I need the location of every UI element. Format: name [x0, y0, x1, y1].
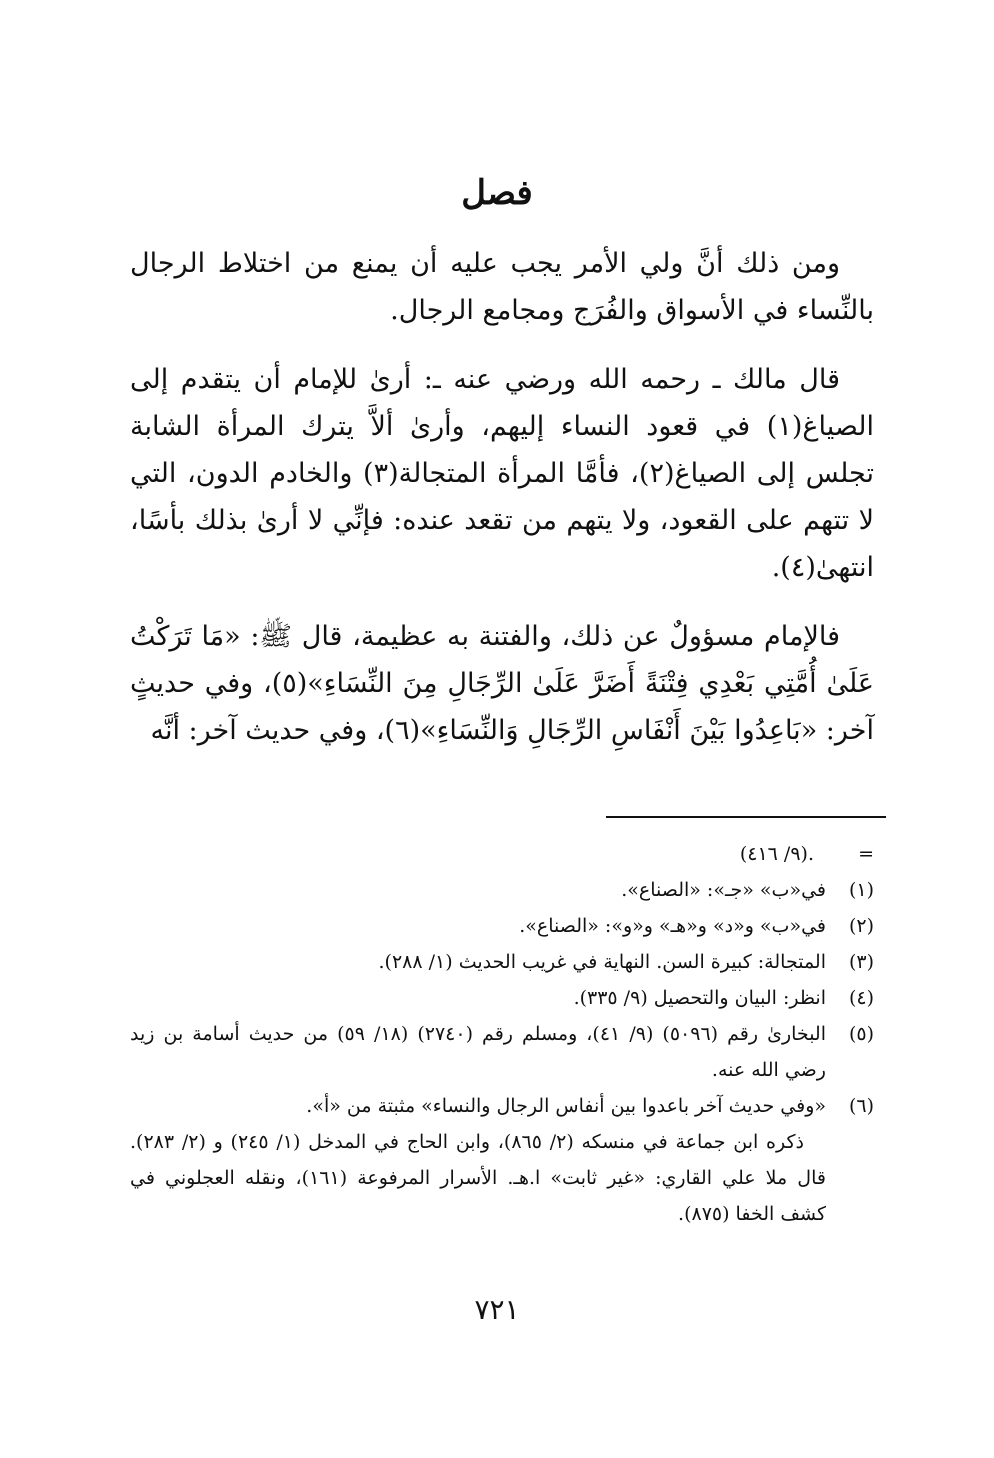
footnote-4 [130, 980, 874, 1016]
footnote-text: في«ب» و«د» و«هـ» و«و»: «الصناع». [519, 915, 826, 937]
footnote-continuation [130, 836, 874, 872]
footnote-text: انظر: البيان والتحصيل (٩/ ٣٣٥). [573, 987, 826, 1009]
footnote-number: (٢) [848, 915, 874, 937]
paragraph-2: قال مالك ـ رحمه الله ورضي عنه ـ: أرىٰ للإمام أن يتقدم إلى الصياغ(١) في قعود النساء إليهم، وأرىٰ ألاَّ يترك المرأة الشابة تجلس إلى الصياغ(٢)، فأمَّا المرأة المتجالة(٣) والخادم الدون، التي لا تتهم على القعود، ولا يتهم من تقعد عنده: فإنِّي لا أرىٰ بذلك بأسًا، انتهىٰ(٤). [130, 364, 874, 583]
footnote-6-continuation: ذكره ابن جماعة في منسكه (٢/ ٨٦٥)، وابن الحاج في المدخل (١/ ٢٤٥) و (٢/ ٢٨٣). قال ملا علي القاري: «غير ثابت» ا.هـ. الأسرار المرفوعة (١٦١)، ونقله العجلوني في كشف الخفا (٨٧٥). [130, 1131, 826, 1225]
footnote-3 [130, 944, 874, 980]
footnote-5 [130, 1016, 874, 1088]
footnote-number: (٣) [848, 951, 874, 973]
paragraph-3: فالإمام مسؤولٌ عن ذلك، والفتنة به عظيمة، قال ﷺ: «مَا تَرَكْتُ عَلَىٰ أُمَّتِي بَعْدِي فِتْنَةً أَضَرَّ عَلَىٰ الرِّجَالِ مِنَ النِّسَاءِ»(٥)، وفي حديثٍ آخر: «بَاعِدُوا بَيْنَ أَنْفَاسِ الرِّجَالِ وَالنِّسَاءِ»(٦)، وفي حديث آخر: أنَّه [130, 621, 874, 746]
paragraph-1: ومن ذلك أنَّ ولي الأمر يجب عليه أن يمنع من اختلاط الرجال بالنِّساء في الأسواق والفُرَج ومجامع الرجال. [130, 248, 874, 326]
footnote-1 [130, 872, 874, 908]
footnote-separator [606, 816, 886, 818]
footnote-text: البخارىٰ رقم (٥٠٩٦) (٩/ ٤١)، ومسلم رقم (٢٧٤٠) (١٨/ ٥٩) من حديث أسامة بن زيد رضي الله عنه. [130, 1023, 826, 1081]
footnote-number: (٦) [848, 1095, 874, 1117]
footnote-6 [130, 1088, 874, 1124]
footnote-number: (٥) [848, 1023, 874, 1045]
continuation-text: .(٩/ ٤١٦) [739, 843, 814, 865]
section-heading: فصل [461, 173, 533, 213]
main-text [130, 240, 874, 754]
footnote-number: (٤) [848, 987, 874, 1009]
footnote-text: المتجالة: كبيرة السن. النهاية في غريب الحديث (١/ ٢٨٨). [378, 951, 826, 973]
footnote-text: في«ب» «جـ»: «الصناع». [621, 879, 826, 901]
page-number: ٧٢١ [474, 1293, 520, 1326]
footnote-2 [130, 908, 874, 944]
footnotes [130, 836, 874, 1232]
footnote-text: «وفي حديث آخر باعدوا بين أنفاس الرجال والنساء» مثبتة من «أ». [306, 1095, 826, 1117]
footnote-number: (١) [848, 879, 874, 901]
continuation-mark: = [858, 843, 874, 865]
